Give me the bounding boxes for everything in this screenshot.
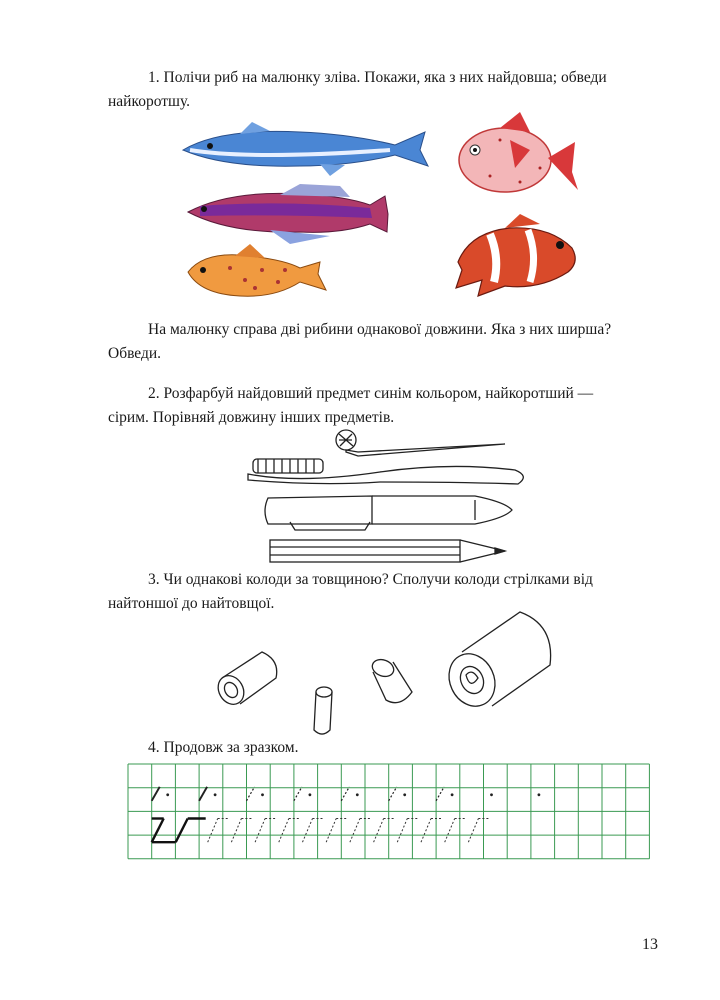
- pattern-stroke: [436, 787, 444, 801]
- pattern-stroke: [152, 787, 160, 801]
- pattern-dashed-stroke: [255, 819, 265, 843]
- pattern-dashed-stroke: [397, 819, 407, 843]
- pattern-dot: [261, 793, 264, 796]
- pattern-dot: [309, 793, 312, 796]
- pen-drawing: [265, 496, 512, 530]
- clown-fish: [456, 214, 575, 296]
- task-1b-line-2: Обведи.: [108, 345, 162, 362]
- pattern-dot: [490, 793, 493, 796]
- pattern-dot: [403, 793, 406, 796]
- task-3-text: [108, 568, 662, 616]
- pattern-dashed-stroke: [350, 819, 360, 843]
- page-number: 13: [642, 936, 658, 953]
- pattern-zigzag: [152, 819, 164, 843]
- pin-drawing: [336, 430, 505, 456]
- task-2-text: [108, 382, 662, 430]
- task-2-line-2: сірим. Порівняй довжину інших предметів.: [108, 409, 395, 426]
- pattern-dashed-stroke: [421, 819, 431, 843]
- blue-fish: [183, 122, 428, 176]
- log-thin: [314, 687, 332, 734]
- task-3-line-2: найтоншої до найтовщої.: [108, 595, 275, 612]
- pattern-stroke: [199, 787, 207, 801]
- pattern-dot: [166, 793, 169, 796]
- pattern-dashed-stroke: [231, 819, 241, 843]
- pattern-dashed-stroke: [208, 819, 218, 843]
- pattern-dashed-stroke: [279, 819, 289, 843]
- task-3-line-1: 3. Чи однакові колоди за товщиною? Сполучи колоди стрілками від: [148, 571, 593, 588]
- puffer-fish: [459, 112, 578, 192]
- pattern-dot: [356, 793, 359, 796]
- purple-fish: [188, 184, 388, 244]
- task-1-text: [108, 66, 662, 114]
- task-1-line-1: 1. Полічи риб на малюнку зліва. Покажи, яка з них найдовша; обведи: [148, 69, 607, 86]
- task-1-line-2: найкоротшу.: [108, 93, 191, 110]
- task-2-line-1: 2. Розфарбуй найдовший предмет синім кольором, найкоротший —: [148, 385, 594, 402]
- log-small-middle: [370, 657, 412, 703]
- pattern-dashed-stroke: [468, 819, 478, 843]
- pattern-dot: [538, 793, 541, 796]
- pattern-dot: [214, 793, 217, 796]
- toothbrush-drawing: [248, 459, 523, 484]
- pattern-stroke: [341, 787, 349, 801]
- task-1b-text: [108, 318, 662, 366]
- pattern-dot: [451, 793, 454, 796]
- log-thick: [441, 612, 551, 714]
- orange-spotted-fish: [188, 244, 326, 296]
- task-4-line: 4. Продовж за зразком.: [148, 739, 299, 756]
- pattern-dashed-stroke: [326, 819, 336, 843]
- task-1b-line-1: На малюнку справа дві рибини однакової довжини. Яка з них ширша?: [148, 321, 612, 338]
- pattern-stroke: [389, 787, 397, 801]
- pattern-zigzag: [176, 819, 188, 843]
- log-medium-left: [213, 652, 277, 709]
- pattern-dashed-stroke: [303, 819, 313, 843]
- task-4-text: [108, 736, 662, 760]
- pattern-dashed-stroke: [445, 819, 455, 843]
- pencil-drawing: [270, 540, 505, 562]
- pattern-dashed-stroke: [374, 819, 384, 843]
- pattern-stroke: [294, 787, 302, 801]
- pattern-stroke: [247, 787, 255, 801]
